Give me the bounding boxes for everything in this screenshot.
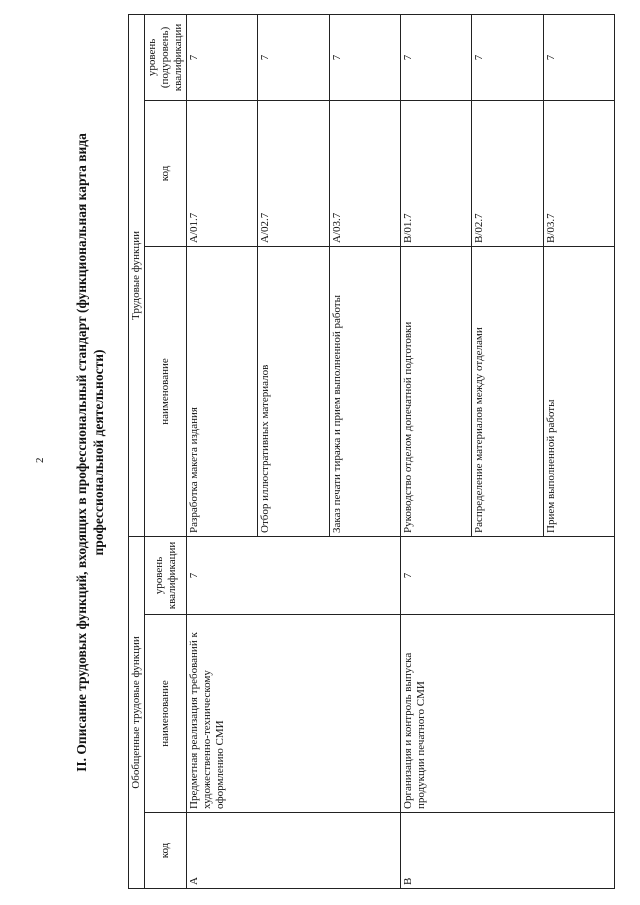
function-code: A/03.7 (329, 100, 400, 246)
group-level: 7 (400, 536, 614, 614)
function-name: Прием выполненной работы (543, 246, 614, 536)
header-sub-row (145, 14, 187, 888)
function-name: Заказ печати тиража и прием выполненной работы (329, 246, 400, 536)
group-name: Предметная реализация требований к художественно-техническому оформлению СМИ (187, 615, 401, 813)
function-code: B/01.7 (400, 100, 471, 246)
table-row (400, 14, 471, 888)
function-code: B/02.7 (472, 100, 543, 246)
page-number: 2 (34, 457, 46, 463)
header-generalized-functions: Обобщенные трудовые функции (129, 536, 145, 888)
header-function-code: код (145, 100, 187, 246)
function-code: A/01.7 (187, 100, 258, 246)
function-level: 7 (543, 14, 614, 100)
function-name: Распределение материалов между отделами (472, 246, 543, 536)
header-code: код (145, 813, 187, 889)
header-level: уровень квалификации (145, 536, 187, 614)
header-function-level: уровень (подуровень) квалификации (145, 14, 187, 100)
section-title: II. Описание трудовых функций, входящих в профессиональный стандарт (функциональная карта вида (74, 133, 89, 772)
function-name: Руководство отделом допечатной подготовки (400, 246, 471, 536)
function-code: B/03.7 (543, 100, 614, 246)
function-name: Отбор иллюстративных материалов (258, 246, 329, 536)
group-code: A (187, 813, 401, 889)
function-level: 7 (187, 14, 258, 100)
function-level: 7 (472, 14, 543, 100)
functional-map-table (128, 14, 615, 889)
table-row (187, 14, 258, 888)
header-name: наименование (145, 615, 187, 813)
group-level: 7 (187, 536, 401, 614)
header-group-row (129, 14, 145, 888)
header-labor-functions: Трудовые функции (129, 14, 145, 536)
function-code: A/02.7 (258, 100, 329, 246)
function-name: Разработка макета издания (187, 246, 258, 536)
header-function-name: наименование (145, 246, 187, 536)
group-code: B (400, 813, 614, 889)
function-level: 7 (258, 14, 329, 100)
function-level: 7 (400, 14, 471, 100)
function-level: 7 (329, 14, 400, 100)
group-name: Организация и контроль выпуска продукции печатного СМИ (400, 615, 614, 813)
section-title-continued: профессиональной деятельности) (91, 349, 106, 556)
